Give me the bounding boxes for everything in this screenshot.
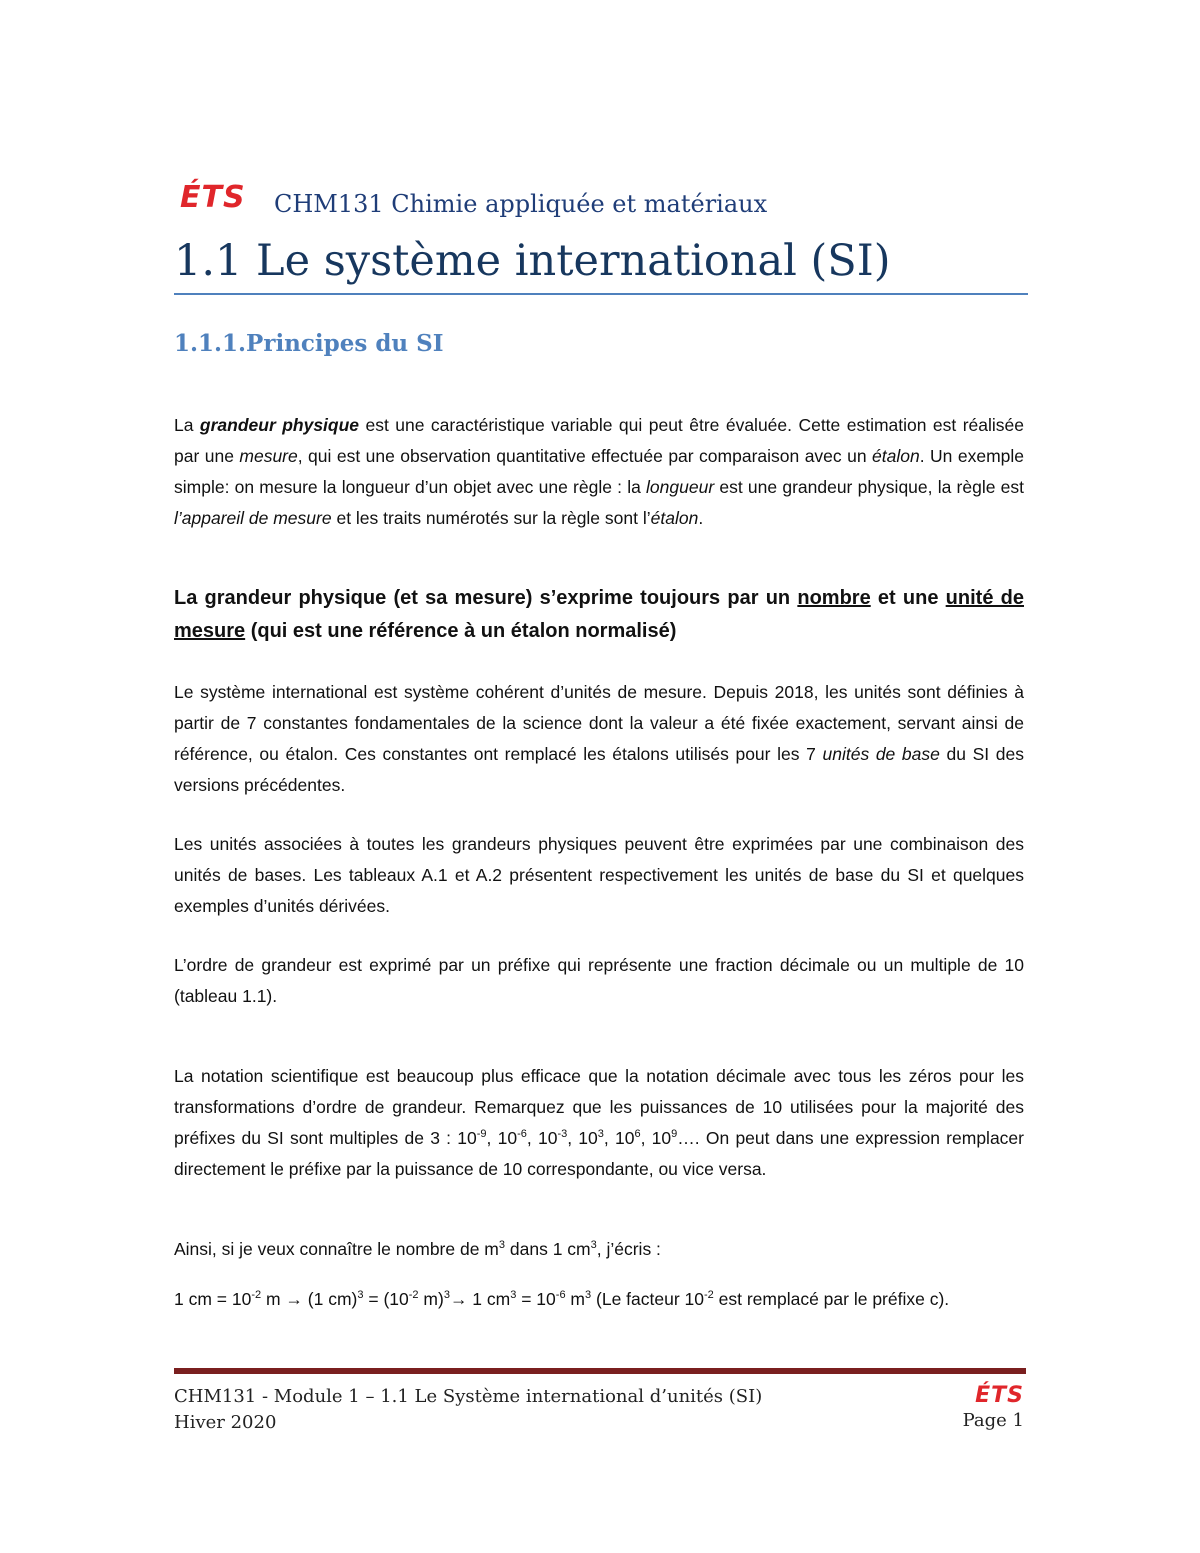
footer-module: CHM131 - Module 1 – 1.1 Le Système international d’unités (SI) [174, 1386, 763, 1407]
text-run: , 10 [603, 1128, 635, 1148]
text-run: , qui est une observation quantitative effectuée par comparaison avec un [297, 446, 873, 466]
text-run: dans 1 cm [505, 1239, 591, 1259]
paragraph-exemple-intro [174, 1234, 1024, 1265]
paragraph-ordre-de-grandeur: L’ordre de grandeur est exprimé par un préfixe qui représente une fraction décimale ou un multiple de 10 (tableau 1.1). [174, 955, 1024, 1006]
term-unite-de-mesure: unité de mesure [174, 587, 1024, 642]
exponent: -2 [704, 1289, 714, 1302]
ets-logo: ÉTS [180, 180, 246, 215]
exponent: -6 [555, 1289, 566, 1302]
footer-info [174, 1384, 762, 1436]
exponent: -2 [408, 1289, 419, 1302]
text-run: est remplacé par le préfixe c). [713, 1289, 950, 1309]
footer-divider [174, 1368, 1026, 1374]
text-run: est une caractéristique variable qui peut être évaluée. Cette estimation est réalisée par une [174, 415, 1025, 466]
page-title: 1.1 Le système international (SI) [174, 236, 891, 286]
ets-logo-footer: ÉTS [975, 1383, 1024, 1408]
text-run: m → (1 cm) [261, 1289, 358, 1309]
title-divider [174, 293, 1028, 295]
text-run: . [698, 508, 704, 528]
text-run: et une [870, 587, 946, 609]
exponent: 3 [510, 1289, 517, 1302]
text-run: , 10 [567, 1128, 598, 1148]
text-run: = (10 [363, 1289, 409, 1309]
text-run: …. On peut dans une expression remplacer directement le préfixe par la puissance de 10 correspondante, ou vice versa. [174, 1128, 1024, 1179]
exponent: 3 [443, 1289, 450, 1302]
paragraph-exemple-calcul [174, 1284, 1024, 1315]
exponent: 3 [357, 1289, 364, 1302]
text-run: est une grandeur physique, la règle est [714, 477, 1024, 497]
text-run: . Un exemple simple: on mesure la longueur d’un objet avec une règle : la [174, 446, 1024, 497]
exponent: 6 [634, 1128, 641, 1141]
text-run: La grandeur physique (et sa mesure) s’exprime toujours par un [174, 587, 798, 609]
text-run: (qui est une référence à un étalon normalisé) [245, 620, 677, 642]
text-run: (Le facteur 10 [591, 1289, 704, 1309]
text-run: du SI des versions précédentes. [174, 744, 1024, 795]
text-run: m) [418, 1289, 444, 1309]
exponent: -2 [251, 1289, 262, 1302]
text-run: , 10 [486, 1128, 518, 1148]
term-etalon: étalon [872, 446, 920, 466]
exponent: 9 [671, 1128, 678, 1141]
text-run: La notation scientifique est beaucoup plus efficace que la notation décimale avec tous les zéros pour les transformations d’ordre de grandeur. Remarquez que les puissances de 10 utilisées pour la majorité des préfixes du SI sont multiples de 3 : 10 [174, 1066, 1024, 1148]
exponent: -9 [476, 1128, 487, 1141]
term-longueur: longueur [646, 477, 715, 497]
text-run: La [174, 415, 200, 435]
text-run: , 10 [526, 1128, 558, 1148]
term-unites-de-base: unités de base [822, 744, 940, 764]
term-appareil-de-mesure: l’appareil de mesure [174, 508, 332, 528]
paragraph-unites-derivees: Les unités associées à toutes les grandeurs physiques peuvent être exprimées par une combinaison des unités de bases. Les tableaux A.1 et A.2 présentent respectivement les unités de base du SI et quelques exemples d’unités dérivées. [174, 834, 1024, 916]
term-etalon: étalon [650, 508, 699, 528]
exponent: 3 [498, 1239, 506, 1252]
section-heading: 1.1.1.Principes du SI [174, 330, 444, 357]
exponent: 3 [590, 1239, 597, 1252]
term-grandeur-physique: grandeur physique [199, 415, 360, 435]
key-statement [174, 582, 1024, 648]
page-number: Page 1 [962, 1410, 1024, 1431]
paragraph-notation-scientifique [174, 1061, 1024, 1185]
term-nombre: nombre [797, 587, 871, 609]
term-mesure: mesure [239, 446, 298, 466]
text-run: m [565, 1289, 586, 1309]
text-run: , j’écris : [596, 1239, 661, 1259]
paragraph-grandeur-physique [174, 410, 1024, 534]
exponent: -6 [517, 1128, 527, 1141]
text-run: → 1 cm [449, 1289, 511, 1309]
footer-term: Hiver 2020 [174, 1412, 277, 1433]
text-run: Le système international est système cohérent d’unités de mesure. Depuis 2018, les unités sont définies à partir de 7 constantes fondamentales de la science dont la valeur a été fixée exactement, servant ainsi de référence, ou étalon. Ces constantes ont remplacé les étalons utilisés pour les 7 [174, 682, 1024, 764]
text-run: 1 cm = 10 [174, 1289, 252, 1309]
text-run: et les traits numérotés sur la règle sont l’ [331, 508, 651, 528]
text-run: = 10 [516, 1289, 556, 1309]
text-run: Ainsi, si je veux connaître le nombre de m [174, 1239, 499, 1259]
exponent: -3 [557, 1128, 568, 1141]
exponent: 3 [597, 1128, 604, 1141]
course-title: CHM131 Chimie appliquée et matériaux [274, 190, 768, 218]
text-run: , 10 [640, 1128, 672, 1148]
exponent: 3 [585, 1289, 592, 1302]
paragraph-systeme-international [174, 677, 1024, 801]
